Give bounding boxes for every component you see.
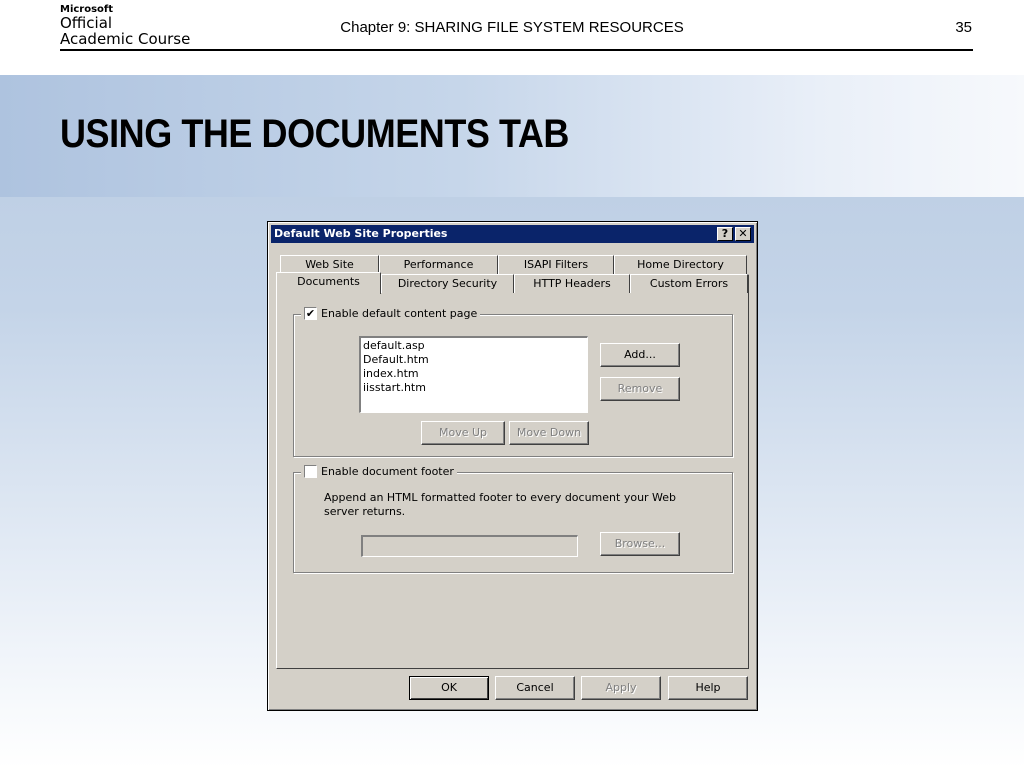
document-footer-group [293,472,733,573]
footer-path-field[interactable] [361,535,578,557]
dialog-title: Default Web Site Properties [274,227,448,240]
list-item[interactable]: Default.htm [363,353,429,366]
remove-button[interactable]: Remove [600,377,680,401]
tab-home-directory[interactable]: Home Directory [614,255,747,274]
footer-description-line2: server returns. [324,505,406,518]
list-item[interactable]: iisstart.htm [363,381,426,394]
tab-performance[interactable]: Performance [379,255,498,274]
tab-directory-security[interactable]: Directory Security [381,274,514,293]
page-number: 35 [955,19,972,36]
logo-microsoft-text: Microsoft [60,4,114,15]
tab-custom-errors[interactable]: Custom Errors [630,274,748,293]
document-footer-checkbox[interactable] [304,465,317,478]
list-item[interactable]: default.asp [363,339,425,352]
list-item[interactable]: index.htm [363,367,419,380]
move-up-button[interactable]: Move Up [421,421,505,445]
documents-panel [276,274,749,669]
apply-button[interactable]: Apply [581,676,661,700]
logo-official-text: Official [60,14,113,32]
ok-button[interactable]: OK [409,676,489,700]
header-rule [60,49,973,51]
default-content-checkbox[interactable]: ✔ [305,307,316,320]
default-documents-list[interactable] [359,336,588,413]
tab-http-headers[interactable]: HTTP Headers [514,274,630,293]
tab-web-site[interactable]: Web Site [280,255,379,274]
add-button[interactable]: Add... [600,343,680,367]
dialog-titlebar[interactable] [271,225,754,243]
slide-title: USING THE DOCUMENTS TAB [60,112,569,156]
tab-documents[interactable]: Documents [276,272,381,294]
close-icon[interactable]: ✕ [735,227,751,241]
help-icon[interactable]: ? [717,227,733,241]
footer-description-line1: Append an HTML formatted footer to every document your Web [324,491,677,504]
default-content-label: Enable default content page [321,307,478,320]
chapter-heading: Chapter 9: SHARING FILE SYSTEM RESOURCES [340,19,684,36]
properties-dialog [267,221,758,711]
tab-isapi-filters[interactable]: ISAPI Filters [498,255,614,274]
document-footer-legend [301,465,457,478]
logo-course-text: Academic Course [60,30,191,48]
help-button[interactable]: Help [668,676,748,700]
default-content-legend [301,307,480,320]
browse-button[interactable]: Browse... [600,532,680,556]
document-footer-label: Enable document footer [321,465,454,478]
cancel-button[interactable]: Cancel [495,676,575,700]
move-down-button[interactable]: Move Down [509,421,589,445]
